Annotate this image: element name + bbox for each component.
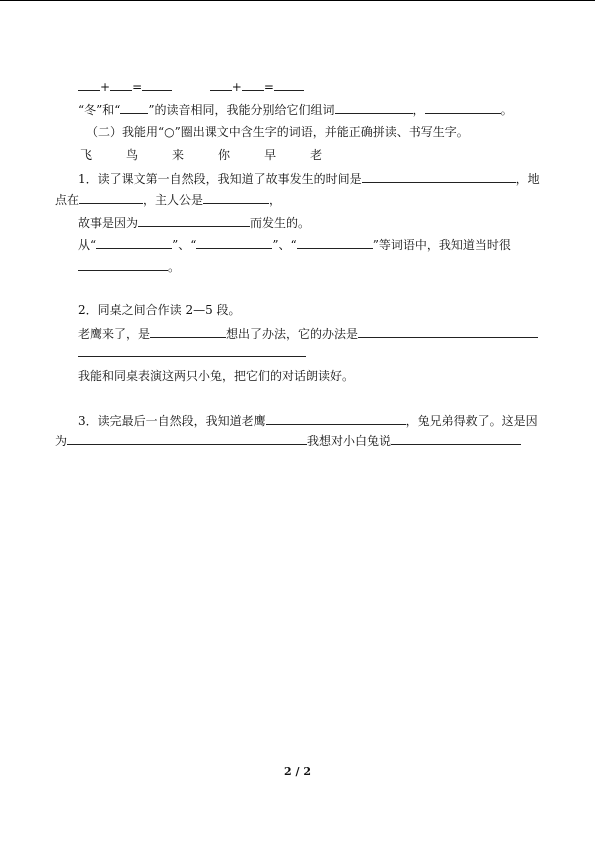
q3-line1 — [78, 412, 538, 429]
character[interactable]: 早 — [264, 148, 277, 162]
q1-text: ”、“ — [172, 238, 197, 252]
q2-line1 — [78, 325, 538, 342]
answer-blank[interactable] — [274, 78, 304, 91]
answer-blank[interactable] — [362, 170, 516, 183]
q1-text: 故事是因为 — [78, 216, 139, 230]
answer-blank[interactable] — [391, 432, 521, 445]
q1-line4 — [78, 236, 511, 253]
answer-blank[interactable] — [138, 214, 250, 227]
q3-text: 为 — [55, 434, 68, 448]
character[interactable]: 老 — [310, 148, 323, 162]
q1-text: ”、“ — [272, 238, 297, 252]
answer-blank[interactable] — [142, 78, 172, 91]
answer-blank[interactable] — [266, 412, 406, 425]
q2-text: 老鹰来了，是 — [78, 327, 151, 341]
q1-text: ， — [269, 193, 282, 207]
q2-line2 — [78, 344, 306, 361]
plus-sign: + — [231, 80, 242, 94]
equals-sign: = — [132, 80, 143, 94]
answer-blank[interactable] — [96, 236, 172, 249]
answer-blank[interactable] — [297, 236, 373, 249]
q1-text: 点在 — [55, 193, 80, 207]
q1-text: ，地 — [515, 172, 540, 186]
homophone-middle: ”的读音相同，我能分别给它们组词 — [148, 103, 335, 117]
q2-text: 想出了办法，它的办法是 — [226, 327, 359, 341]
q1-text: 而发生的。 — [250, 216, 311, 230]
q1-line3 — [78, 214, 310, 231]
homophone-line — [78, 101, 513, 118]
punctuation: 。 — [500, 103, 513, 117]
q3-text: 3．读完最后一自然段，我知道老鹰 — [78, 414, 266, 428]
answer-blank[interactable] — [242, 78, 264, 91]
answer-blank[interactable] — [79, 191, 143, 204]
character[interactable]: 飞 — [80, 148, 93, 162]
answer-blank[interactable] — [358, 325, 538, 338]
answer-blank[interactable] — [203, 191, 269, 204]
q1-line5 — [78, 258, 180, 275]
character[interactable]: 鸟 — [126, 148, 139, 162]
page-number: 2 / 2 — [284, 765, 311, 778]
q1-text: ”等词语中，我知道当时很 — [372, 238, 511, 252]
page-top-border — [0, 0, 595, 1]
answer-blank[interactable] — [425, 101, 501, 114]
answer-blank[interactable] — [78, 78, 100, 91]
answer-blank[interactable] — [110, 78, 132, 91]
answer-blank[interactable] — [78, 344, 306, 357]
q1-text: 从“ — [78, 238, 97, 252]
answer-blank[interactable] — [150, 325, 226, 338]
q2-title: 2．同桌之间合作读 2—5 段。 — [78, 303, 241, 317]
q3-line2 — [55, 432, 521, 449]
equation-line — [78, 78, 304, 95]
q3-text: ，兔兄弟得救了。这是因 — [405, 414, 538, 428]
section2-heading: （二）我能用“○”圈出课文中含生字的词语，并能正确拼读、书写生字。 — [86, 125, 469, 139]
q1-text: 1．读了课文第一自然段，我知道了故事发生的时间是 — [78, 172, 362, 186]
answer-blank[interactable] — [120, 101, 148, 114]
answer-blank[interactable] — [78, 258, 168, 271]
q2-line3: 我能和同桌表演这两只小兔，把它们的对话朗读好。 — [78, 369, 355, 383]
character[interactable]: 你 — [218, 148, 231, 162]
q1-line1 — [78, 170, 540, 187]
q1-line2 — [55, 191, 281, 208]
homophone-prefix: “冬”和“ — [78, 103, 121, 117]
answer-blank[interactable] — [196, 236, 272, 249]
q1-text: ，主人公是 — [143, 193, 204, 207]
answer-blank[interactable] — [335, 101, 413, 114]
character-row — [80, 147, 356, 163]
answer-blank[interactable] — [210, 78, 232, 91]
q3-text: 我想对小白兔说 — [307, 434, 392, 448]
plus-sign: + — [100, 80, 111, 94]
equals-sign: = — [263, 80, 274, 94]
character[interactable]: 来 — [172, 148, 185, 162]
answer-blank[interactable] — [67, 432, 307, 445]
punctuation: ， — [412, 103, 425, 117]
q1-text: 。 — [168, 260, 181, 274]
